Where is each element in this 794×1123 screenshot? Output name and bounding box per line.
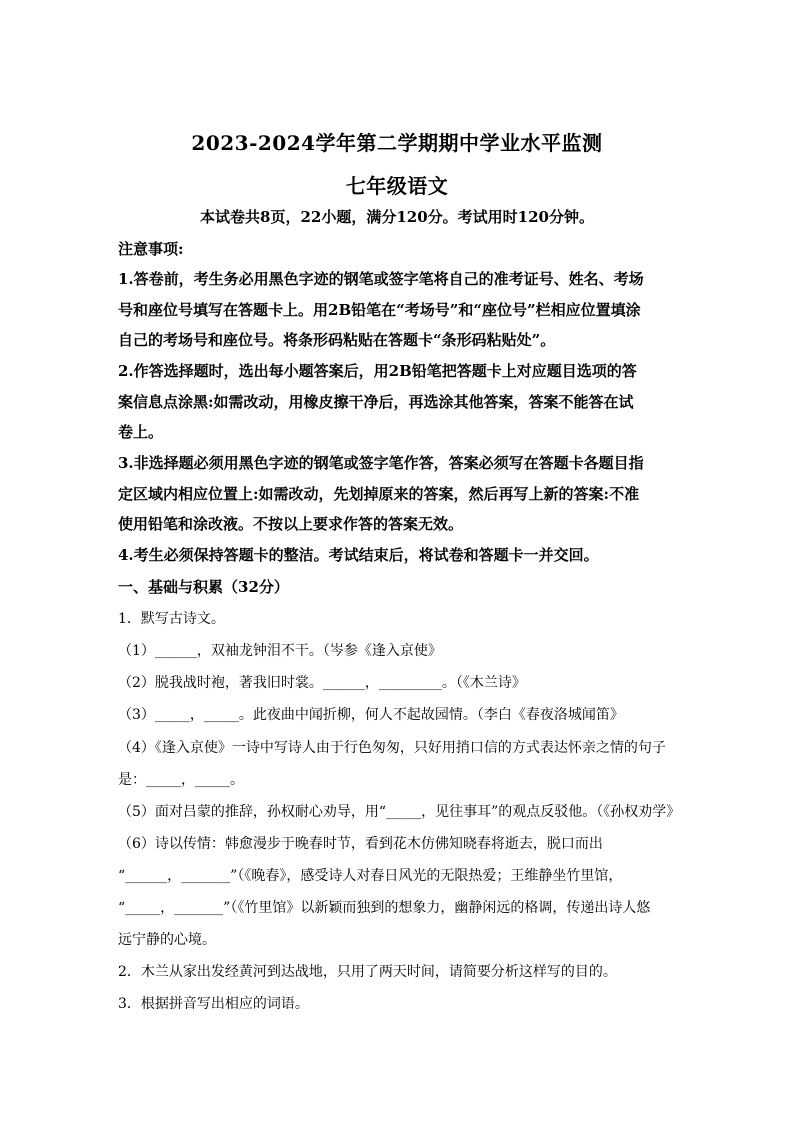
question-line: 3．根据拼音写出相应的词语。: [118, 996, 309, 1012]
notes-line: 4.考生必须保持答题卡的整洁。考试结束后，将试卷和答题卡一并交回。: [118, 546, 599, 564]
notes-line: 卷上。: [118, 423, 164, 441]
question-line: （1）______，双袖龙钟泪不干。（岑参《逢入京使》: [118, 643, 442, 659]
question-line: “_____，_______”（《竹里馆》以新颖而独到的想象力，幽静闲远的格调，传递出诗人悠: [118, 900, 651, 916]
notes-line: 1.答卷前，考生务必用黑色字迹的钢笔或签字笔将自己的准考证号、姓名、考场: [118, 270, 644, 288]
section-heading: 一、基础与积累（32分）: [118, 578, 289, 596]
question-line: 2．木兰从家出发经黄河到达战地，只用了两天时间，请简要分析这样写的目的。: [118, 964, 617, 980]
question-line: （3）_____，_____。此夜曲中闻折柳，何人不起故园情。（李白《春夜洛城闻笛》: [118, 707, 624, 723]
notes-line: 3.非选择题必须用黑色字迹的钢笔或签字笔作答，答案必须写在答题卡各题目指: [118, 454, 644, 472]
question-line: 1．默写古诗文。: [118, 611, 225, 627]
exam-intro: 本试卷共8页，22小题，满分120分。考试用时120分钟。: [200, 208, 594, 226]
notes-line: 2.作答选择题时，选出每小题答案后，用2B铅笔把答题卡上对应题目选项的答: [118, 362, 637, 380]
question-line: 是：_____，_____。: [118, 772, 244, 788]
question-line: （5）面对吕蒙的推辞，孙权耐心劝导，用“_____，见往事耳”的观点反驳他。（《孙权劝学》: [118, 804, 681, 820]
notes-heading: 注意事项:: [118, 240, 184, 258]
question-line: “______，_______”（《晚春》，感受诗人对春日风光的无限热爱；王维静坐竹里馆，: [118, 868, 623, 884]
notes-line: 使用铅笔和涂改液。不按以上要求作答的答案无效。: [118, 515, 464, 533]
exam-title: 2023-2024学年第二学期期中学业水平监测: [191, 131, 603, 155]
notes-line: 案信息点涂黑:如需改动，用橡皮擦干净后，再选涂其他答案，答案不能答在试: [118, 393, 634, 411]
question-line: （4）《逢入京使》一诗中写诗人由于行色匆匆，只好用捎口信的方式表达怀亲之情的句子: [118, 740, 666, 756]
exam-subject: 七年级语文: [345, 174, 449, 198]
notes-line: 号和座位号填写在答题卡上。用2B铅笔在“考场号”和“座位号”栏相应位置填涂: [118, 301, 641, 319]
question-line: （2）脱我战时袍，著我旧时裳。______，_________。（《木兰诗》: [118, 675, 526, 691]
question-line: （6）诗以传情：韩愈漫步于晚春时节，看到花木仿佛知晓春将逝去，脱口而出: [118, 836, 603, 852]
question-line: 远宁静的心境。: [118, 932, 216, 948]
notes-line: 定区域内相应位置上:如需改动，先划掉原来的答案，然后再写上新的答案:不准: [118, 485, 640, 503]
notes-line: 自己的考场号和座位号。将条形码粘贴在答题卡“条形码粘贴处”。: [118, 331, 556, 349]
